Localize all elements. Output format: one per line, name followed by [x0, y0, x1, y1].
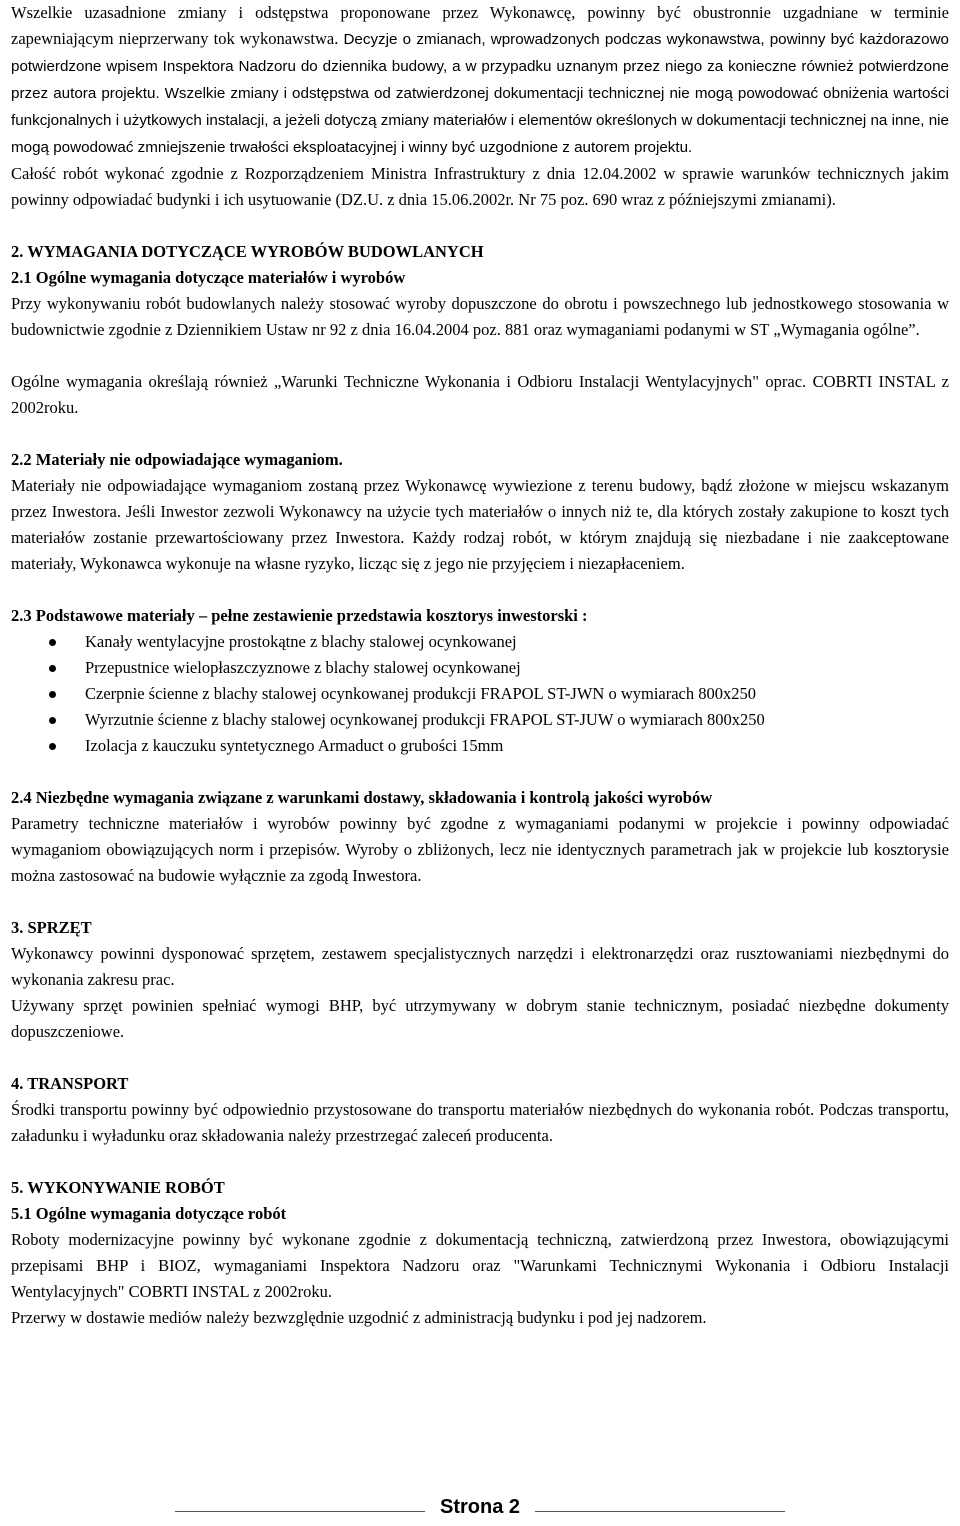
list-item: Kanały wentylacyjne prostokątne z blachy stalowej ocynkowanej — [11, 629, 949, 655]
section-2-4-paragraph: Parametry techniczne materiałów i wyrobów powinny być zgodne z wymaganiami podanymi w projekcie i powinny odpowiadać wymaganiom obowiązujących norm i przepisów. Wyroby o zbliżonych, lecz nie identycznych parametrach jak w projekcie lub kosztorysie można zastosować na budowie wyłącznie za zgodą Inwestora. — [11, 814, 949, 885]
section-2-1-paragraph-2: Ogólne wymagania określają również „Warunki Techniczne Wykonania i Odbioru Instalacji Wentylacyjnych" oprac. COBRTI INSTAL z 2002roku. — [11, 372, 949, 417]
section-3-paragraph-2: Używany sprzęt powinien spełniać wymogi BHP, być utrzymywany w dobrym stanie technicznym, posiadać niezbędne dokumenty dopuszczeniowe. — [11, 996, 949, 1041]
bullet-icon — [49, 639, 56, 646]
section-2-1-paragraph-1: Przy wykonywaniu robót budowlanych należy stosować wyroby dopuszczone do obrotu i powszechnego lub jednostkowego stosowania w budownictwie zgodnie z Dziennikiem Ustaw nr 92 z dnia 16.04.2004 poz. 881 oraz wymaganiami podanymi w ST „Wymagania ogólne”. — [11, 294, 949, 339]
list-item: Przepustnice wielopłaszczyznowe z blachy stalowej ocynkowanej — [11, 655, 949, 681]
footer-rule-right — [535, 1511, 785, 1512]
page-footer — [0, 1493, 960, 1526]
list-item: Czerpnie ścienne z blachy stalowej ocynkowanej produkcji FRAPOL ST-JWN o wymiarach 800x250 — [11, 681, 949, 707]
section-2-2-paragraph: Materiały nie odpowiadające wymaganiom zostaną przez Wykonawcę wywiezione z terenu budowy, bądź złożone w miejscu wskazanym przez Inwestora. Jeśli Inwestor zezwoli Wykonawcy na użycie tych materiałów o innych niż te, dla których zostały zakupione to koszt tych materiałów zostanie przewartościowany przez Inwestora. Każdy rodzaj robót, w którym znajdują się niezbadane i nie zaakceptowane materiały, Wykonawca wykonuje na własne ryzyko, licząc się z jego nie przyjęciem i niezapłaceniem. — [11, 476, 949, 573]
section-2-3-heading: 2.3 Podstawowe materiały – pełne zestawienie przedstawia kosztorys inwestorski : — [11, 606, 588, 625]
page-number: Strona 2 — [439, 1496, 521, 1518]
intro-paragraph-1: Wszelkie uzasadnione zmiany i odstępstwa proponowane przez Wykonawcę, powinny być obustronnie uzgadniane w terminie zapewniającym nieprzerwany tok wykonawstwa. Decyzje o zmianach, wprowadzonych podczas wykonawstwa, powinny być każdorazowo potwierdzone wpisem Inspektora Nadzoru do dziennika budowy, a w przypadku uznanym przez niego za konieczne również potwierdzone przez autora projektu. Wszelkie zmiany i odstępstwa od zatwierdzonej dokumentacji technicznej nie mogą powodować obniżenia wartości funkcjonalnych i użytkowych instalacji, a jeżeli dotyczą zmiany materiałów i elementów określonych w dokumentacji technicznej na inne, nie mogą powodować zmniejszenie trwałości eksploatacyjnej i winny być uzgodnione z autorem projektu. — [11, 3, 949, 156]
section-2-4-heading: 2.4 Niezbędne wymagania związane z warunkami dostawy, składowania i kontrolą jakości wyrobów — [11, 788, 713, 807]
document-page — [11, 0, 949, 1331]
section-5-1-heading: 5.1 Ogólne wymagania dotyczące robót — [11, 1204, 287, 1223]
list-item: Izolacja z kauczuku syntetycznego Armaduct o grubości 15mm — [11, 733, 949, 759]
bullet-icon — [49, 717, 56, 724]
list-item: Wyrzutnie ścienne z blachy stalowej ocynkowanej produkcji FRAPOL ST-JUW o wymiarach 800x250 — [11, 707, 949, 733]
section-2-heading: 2. WYMAGANIA DOTYCZĄCE WYROBÓW BUDOWLANYCH — [11, 242, 484, 261]
section-2-2-heading: 2.2 Materiały nie odpowiadające wymaganiom. — [11, 450, 343, 469]
section-5-heading: 5. WYKONYWANIE ROBÓT — [11, 1178, 225, 1197]
intro-paragraph-3: Całość robót wykonać zgodnie z Rozporządzeniem Ministra Infrastruktury z dnia 12.04.2002 w sprawie warunków technicznych jakim powinny odpowiadać budynki i ich usytuowanie (DZ.U. z dnia 15.06.2002r. Nr 75 poz. 690 wraz z późniejszymi zmianami). — [11, 164, 949, 209]
bullet-icon — [49, 743, 56, 750]
materials-list — [11, 629, 949, 759]
section-5-1-paragraph-1: Roboty modernizacyjne powinny być wykonane zgodnie z dokumentacją techniczną, zatwierdzoną przez Inwestora, obowiązującymi przepisami BHP i BIOZ, wymaganiami Inspektora Nadzoru oraz "Warunkami Technicznymi Wykonania i Odbioru Instalacji Wentylacyjnych" COBRTI INSTAL z 2002roku. — [11, 1230, 949, 1301]
section-5-1-paragraph-2: Przerwy w dostawie mediów należy bezwzględnie uzgodnić z administracją budynku i pod jej nadzorem. — [11, 1308, 707, 1327]
bullet-icon — [49, 691, 56, 698]
section-3-heading: 3. SPRZĘT — [11, 918, 92, 937]
section-4-paragraph: Środki transportu powinny być odpowiednio przystosowane do transportu materiałów niezbędnych do wykonania robót. Podczas transportu, załadunku i wyładunku oraz składowania należy przestrzegać zaleceń producenta. — [11, 1100, 949, 1145]
section-2-1-heading: 2.1 Ogólne wymagania dotyczące materiałów i wyrobów — [11, 268, 406, 287]
section-4-heading: 4. TRANSPORT — [11, 1074, 129, 1093]
bullet-icon — [49, 665, 56, 672]
section-3-paragraph-1: Wykonawcy powinni dysponować sprzętem, zestawem specjalistycznych narzędzi i elektronarzędzi oraz rusztowaniami niezbędnymi do wykonania zakresu prac. — [11, 944, 949, 989]
